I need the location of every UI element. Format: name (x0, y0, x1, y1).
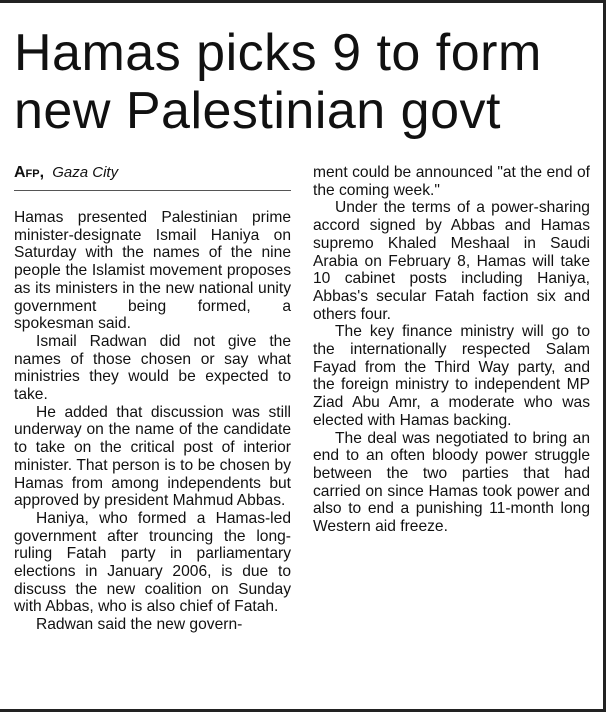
byline (14, 164, 291, 191)
clipping-border-top (0, 0, 606, 3)
article-column-left (14, 164, 291, 634)
paragraph: Haniya, who formed a Hamas-led government after trouncing the long-ruling Fatah party in parliamentary elections in January 2006, is due to discuss the new coalition on Sunday with Abbas, who is also chief of Fatah. (14, 509, 291, 616)
paragraph: The key finance ministry will go to the internationally respected Salam Fayad from the Third Way party, and the foreign ministry to independent MP Ziad Abu Amr, a moderate who was elected with Hamas backing. (313, 323, 590, 429)
byline-agency: Afp, (14, 164, 45, 181)
paragraph: Under the terms of a power-sharing accord signed by Abbas and Hamas supremo Khaled Meshaal in Saudi Arabia on February 8, Hamas will take 10 cabinet posts including Haniya, Abbas's secular Fatah faction six and others four. (313, 199, 590, 323)
headline: Hamas picks 9 to form new Palestinian govt (14, 24, 542, 140)
paragraph: Hamas presented Palestinian prime minister-designate Ismail Haniya on Saturday with the names of the nine people the Islamist movement proposes as its ministers in the new national unity government being formed, a spokesman said. (14, 209, 291, 333)
paragraph-continuation: ment could be announced "at the end of the coming week." (313, 164, 590, 199)
article-column-right (313, 164, 590, 536)
paragraph: Radwan said the new govern- (36, 616, 243, 634)
paragraph: The deal was negotiated to bring an end to an often bloody power struggle between the two parties that had carried on since Hamas took power and also to end a punishing 11-month long Western aid freeze. (313, 429, 590, 536)
paragraph: He added that discussion was still underway on the name of the candidate to take on the critical post of interior minister. That person is to be chosen by Hamas from among independents but approved by president Mahmud Abbas. (14, 403, 291, 510)
paragraph: Ismail Radwan did not give the names of those chosen or say what ministries they would be expected to take. (14, 332, 291, 404)
byline-place: Gaza City (52, 164, 119, 181)
